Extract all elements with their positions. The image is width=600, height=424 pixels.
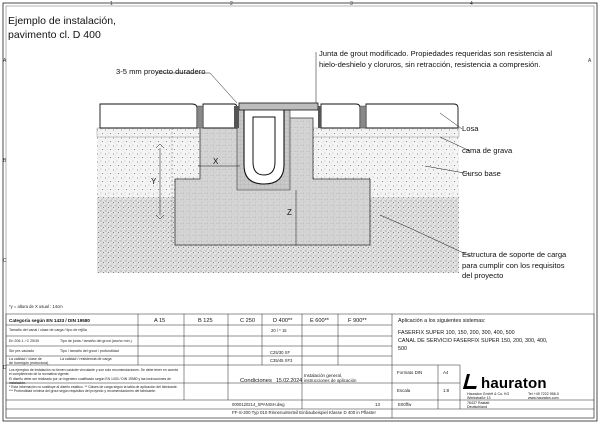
- footer-description: FF-S-200 Typ 010 Rinnenunterteil Einbaubeispiel Klasse D 400 in Pflaster: [232, 410, 376, 415]
- logo-text: hauraton: [481, 375, 547, 392]
- class-c250: C 250: [240, 318, 255, 324]
- row-grout: Tipo / tamaño del grout / profundidad: [60, 349, 119, 353]
- title-line-2: pavimento cl. D 400: [8, 29, 101, 41]
- value-concrete-2: C35/45 XF3: [270, 358, 293, 363]
- fine-print-line: *** Profundidad mínima del grout según requisitos del proyecto y recomendaciones del fabricante.: [9, 389, 157, 394]
- row-note: La calidad / clase de: [9, 357, 42, 361]
- title-line-1: Ejemplo de instalación,: [8, 15, 116, 27]
- drawing-title: [8, 14, 116, 42]
- application-line-3: 500: [398, 346, 407, 352]
- gap-annotation: 3-5 mm proyecto duradero: [116, 67, 206, 76]
- fine-print-line: * Esta información no sustituye al diseño estático. ** Clases de carga según la tabla de aplicación del fabricante.: [9, 385, 178, 390]
- edge-label: A: [3, 58, 7, 64]
- label-soporte: [462, 250, 566, 282]
- install-text-line: instrucciones de aplicación: [304, 378, 357, 384]
- sheet-number: 13: [375, 402, 380, 407]
- scale-value: 1:8: [443, 388, 450, 393]
- revision: E00ffw: [398, 402, 412, 407]
- footnote: *y = altura de X usual : 14cm: [9, 304, 63, 309]
- application-line-2: CANAL DE SERVICIO FASERFIX SUPER 150, 200, 300, 400,: [398, 338, 548, 344]
- paving-slab: [100, 104, 197, 128]
- label-grava: cama de grava: [462, 146, 513, 155]
- row-tamano: Tamaño del canal / clase de carga / tipo de rejilla: [9, 328, 87, 332]
- format-value: A4: [443, 370, 449, 375]
- class-f900: F 900**: [348, 318, 367, 324]
- fine-print-line: El diseño debe ser realizado por un ingeniero cualificado según EN 1433 / DIN 19580 y las instrucciones de instalación.: [9, 376, 171, 385]
- row-note: de hormigón (estructura): [9, 361, 49, 365]
- row-categoria: Categoría según EN 1433 / DIN 19580: [9, 318, 90, 323]
- edge-label: 3: [350, 1, 353, 7]
- install-text-line: Instalación general,: [304, 373, 343, 378]
- contact-line: www.hauraton.com: [528, 396, 559, 401]
- application-header: Aplicación a los siguientes sistemas:: [398, 318, 486, 324]
- hauraton-logo: [465, 374, 547, 392]
- row-note: Sin pre-vaciado: [9, 349, 34, 353]
- edge-label: B: [3, 158, 7, 164]
- row-calidad: La calidad / resistencia de carga: [60, 357, 112, 361]
- class-d400: D 400**: [273, 318, 293, 324]
- paving-slab: [321, 104, 360, 128]
- contact-line: Tel +49 7222 958-0: [528, 392, 559, 396]
- edge-label: 1: [110, 1, 113, 7]
- dim-z-label: Z: [287, 208, 292, 217]
- format-label: Formato DIN: [397, 370, 423, 375]
- grating: [239, 103, 318, 110]
- row-note: En 206-1 / C 25/30: [9, 339, 40, 343]
- company-address: [467, 392, 509, 410]
- paving-slab: [203, 104, 237, 128]
- edge-label: A: [588, 58, 592, 64]
- address-line: Werkstraße 13: [467, 396, 491, 401]
- application-line-1: FASERFIX SUPER 100, 150, 200, 300, 400, 500: [398, 330, 515, 336]
- class-a15: A 15: [154, 318, 166, 324]
- conditions-label: Condiciones: [240, 378, 272, 384]
- logo-mark-icon: [463, 374, 480, 389]
- row-junta: Tipo de junta / tamaño del grout (ancho mín.): [60, 339, 132, 343]
- scale-label: Escala: [397, 388, 411, 393]
- dim-y-label: Y: [151, 177, 157, 186]
- install-text: [304, 373, 356, 384]
- address-line: 76437 Rastatt: [467, 400, 490, 405]
- address-line: Deutschland: [467, 405, 487, 410]
- soporte-line-3: del proyecto: [462, 271, 504, 280]
- drawing-number: 0000120214_SPANISH.dwg: [232, 402, 285, 407]
- grout-line-2: hielo-deshielo y cloruros, sin retracción, resistencia a compresión.: [319, 60, 541, 69]
- fine-print: [9, 368, 179, 394]
- edge-label: C: [3, 258, 7, 264]
- company-contact: [528, 392, 559, 401]
- soporte-line-2: para cumplir con los requisitos: [462, 260, 565, 270]
- fine-print-line: Los ejemplos de instalación no tienen carácter vinculante y son solo recomendaciones. Se debe tener en cuenta el cumplimiento de la normativa vigente.: [9, 368, 178, 377]
- value-concrete: C25/30 XF: [270, 350, 291, 355]
- class-e600: E 600**: [310, 318, 329, 324]
- class-b125: B 125: [198, 318, 213, 324]
- edge-label: 2: [230, 1, 233, 7]
- grout-line-1: Junta de grout modificado. Propiedades requeridas son resistencia al: [319, 49, 553, 58]
- grout-annotation: [319, 48, 552, 70]
- soporte-line-1: Estructura de soporte de carga: [462, 250, 567, 259]
- label-losa: Losa: [462, 124, 479, 133]
- dim-x-label: X: [213, 157, 219, 166]
- address-line: Hauraton GmbH & Co. KG: [467, 392, 510, 396]
- edge-label: D: [3, 365, 7, 371]
- value-joint: 20 / * 15: [271, 328, 287, 333]
- edge-label: 4: [470, 1, 473, 7]
- date: 15.02.2024: [276, 378, 302, 384]
- label-curso: Curso base: [462, 169, 501, 178]
